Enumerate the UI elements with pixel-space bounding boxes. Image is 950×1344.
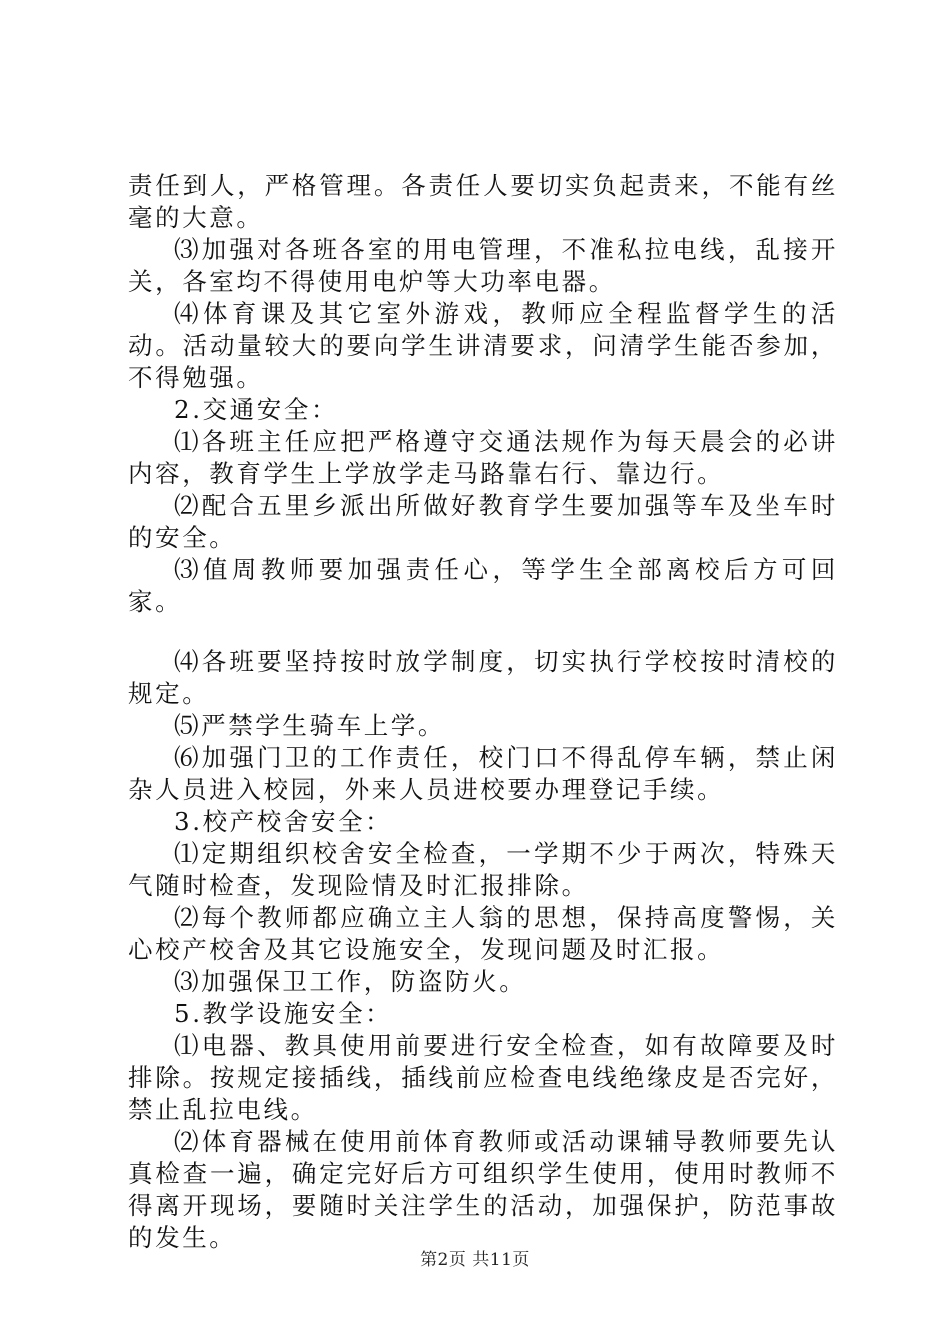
paragraph: ⑵配合五里乡派出所做好教育学生要加强等车及坐车时的安全。 xyxy=(128,491,838,552)
paragraph: ⑶加强保卫工作，防盗防火。 xyxy=(174,967,527,996)
paragraph: ⑵体育器械在使用前体育教师或活动课辅导教师要先认真检查一遍，确定完好后方可组织学生使用，使用时教师不得离开现场，要随时关注学生的活动，加强保护，防范事故的发生。 xyxy=(128,1127,838,1252)
paragraph: 责任到人，严格管理。各责任人要切实负起责来，不能有丝毫的大意。 xyxy=(128,171,838,232)
paragraph: ⑶值周教师要加强责任心，等学生全部离校后方可回家。 xyxy=(128,555,838,616)
paragraph: ⑴定期组织校舍安全检查，一学期不少于两次，特殊天气随时检查，发现险情及时汇报排除。 xyxy=(128,839,838,900)
paragraph: ⑷体育课及其它室外游戏，教师应全程监督学生的活动。活动量较大的要向学生讲清要求，问清学生能否参加，不得勉强。 xyxy=(128,299,838,392)
paragraph: ⑶加强对各班各室的用电管理，不准私拉电线，乱接开关，各室均不得使用电炉等大功率电器。 xyxy=(128,235,838,296)
page-footer: 第2页 共11页 xyxy=(420,1250,530,1270)
paragraph: ⑴电器、教具使用前要进行安全检查，如有故障要及时排除。按规定接插线，插线前应检查电线绝缘皮是否完好，禁止乱拉电线。 xyxy=(128,1031,838,1124)
paragraph: ⑴各班主任应把严格遵守交通法规作为每天晨会的必讲内容，教育学生上学放学走马路靠右行、靠边行。 xyxy=(128,427,838,488)
paragraph: 5.教学设施安全： xyxy=(174,999,393,1028)
paragraph: 3.校产校舍安全： xyxy=(174,807,393,836)
paragraph: ⑸严禁学生骑车上学。 xyxy=(174,711,445,740)
paragraph: ⑹加强门卫的工作责任，校门口不得乱停车辆，禁止闲杂人员进入校园，外来人员进校要办理登记手续。 xyxy=(128,743,838,804)
paragraph-spacer xyxy=(128,618,838,646)
paragraph: 2.交通安全： xyxy=(174,395,339,424)
paragraph: ⑵每个教师都应确立主人翁的思想，保持高度警惕，关心校产校舍及其它设施安全，发现问题及时汇报。 xyxy=(128,903,838,964)
document-body xyxy=(128,170,838,1254)
paragraph: ⑷各班要坚持按时放学制度，切实执行学校按时清校的规定。 xyxy=(128,647,838,708)
